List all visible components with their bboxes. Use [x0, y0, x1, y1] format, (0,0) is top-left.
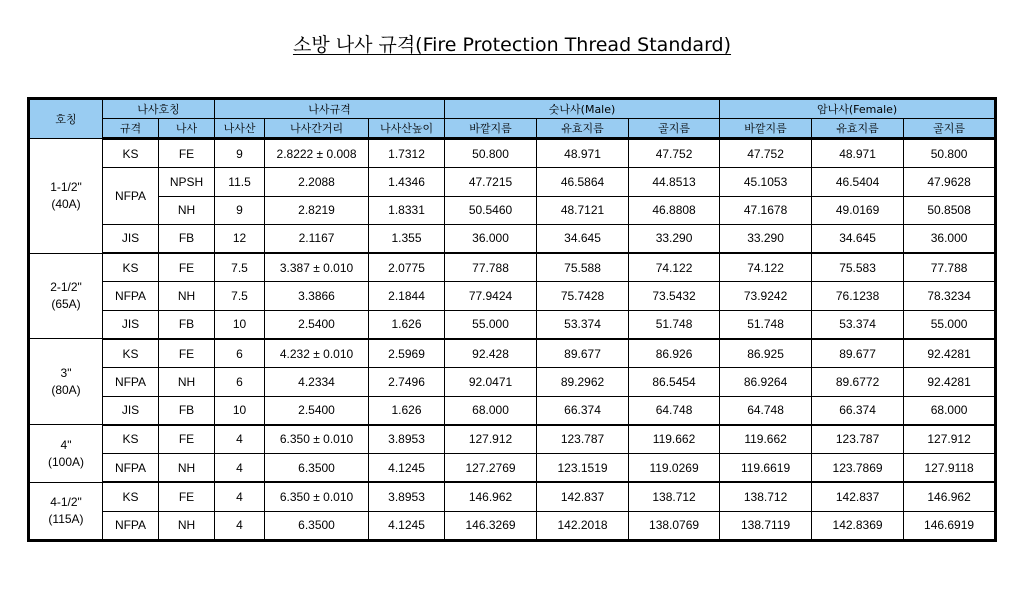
- standard-cell: KS: [103, 339, 159, 368]
- height-cell: 1.626: [369, 396, 445, 425]
- female-rd-cell: 50.800: [904, 139, 996, 168]
- thread-cell: NPSH: [159, 168, 215, 196]
- female-od-cell: 138.712: [720, 482, 812, 511]
- header-male-outer-diameter: 바깥지름: [445, 119, 537, 139]
- female-pd-cell: 142.8369: [812, 511, 904, 540]
- height-cell: 4.1245: [369, 454, 445, 483]
- table-row: [29, 511, 996, 540]
- male-rd-cell: 46.8808: [629, 196, 720, 224]
- tpi-cell: 4: [215, 454, 265, 483]
- standard-cell: JIS: [103, 224, 159, 253]
- tpi-cell: 6: [215, 339, 265, 368]
- thread-cell: NH: [159, 511, 215, 540]
- header-tpi: 나사산: [215, 119, 265, 139]
- page-title: 소방 나사 규격(Fire Protection Thread Standard): [292, 34, 732, 56]
- female-pd-cell: 123.787: [812, 425, 904, 454]
- male-od-cell: 55.000: [445, 310, 537, 339]
- header-male-root-diameter: 골지름: [629, 119, 720, 139]
- size-label: 4-1/2": [50, 494, 82, 509]
- tpi-cell: 4: [215, 425, 265, 454]
- male-rd-cell: 47.752: [629, 139, 720, 168]
- height-cell: 2.7496: [369, 368, 445, 396]
- male-rd-cell: 138.0769: [629, 511, 720, 540]
- tpi-cell: 6: [215, 368, 265, 396]
- size-cell: [29, 425, 103, 483]
- standard-cell: KS: [103, 425, 159, 454]
- male-od-cell: 77.788: [445, 253, 537, 282]
- male-od-cell: 68.000: [445, 396, 537, 425]
- male-pd-cell: 89.2962: [537, 368, 629, 396]
- thread-cell: FE: [159, 425, 215, 454]
- table-row: [29, 282, 996, 310]
- pitch-cell: 2.8219: [265, 196, 369, 224]
- female-od-cell: 51.748: [720, 310, 812, 339]
- male-pd-cell: 142.837: [537, 482, 629, 511]
- height-cell: 2.0775: [369, 253, 445, 282]
- female-od-cell: 45.1053: [720, 168, 812, 196]
- header-designation: 호칭: [29, 99, 103, 139]
- pitch-cell: 6.3500: [265, 511, 369, 540]
- height-cell: 1.7312: [369, 139, 445, 168]
- female-pd-cell: 49.0169: [812, 196, 904, 224]
- tpi-cell: 4: [215, 511, 265, 540]
- male-rd-cell: 51.748: [629, 310, 720, 339]
- thread-cell: FE: [159, 482, 215, 511]
- female-od-cell: 119.662: [720, 425, 812, 454]
- male-od-cell: 92.0471: [445, 368, 537, 396]
- female-rd-cell: 50.8508: [904, 196, 996, 224]
- header-pitch: 나사간거리: [265, 119, 369, 139]
- female-pd-cell: 53.374: [812, 310, 904, 339]
- pitch-cell: 3.387 ± 0.010: [265, 253, 369, 282]
- male-od-cell: 92.428: [445, 339, 537, 368]
- header-male-pitch-diameter: 유효지름: [537, 119, 629, 139]
- female-rd-cell: 36.000: [904, 224, 996, 253]
- standard-cell: NFPA: [103, 282, 159, 310]
- table-row: [29, 396, 996, 425]
- height-cell: 3.8953: [369, 482, 445, 511]
- pitch-cell: 6.3500: [265, 454, 369, 483]
- height-cell: 1.626: [369, 310, 445, 339]
- standard-cell: KS: [103, 482, 159, 511]
- female-od-cell: 138.7119: [720, 511, 812, 540]
- standard-cell: KS: [103, 139, 159, 168]
- standard-cell: NFPA: [103, 168, 159, 225]
- size-cell: [29, 339, 103, 425]
- male-pd-cell: 66.374: [537, 396, 629, 425]
- table-row: [29, 368, 996, 396]
- tpi-cell: 7.5: [215, 282, 265, 310]
- male-od-cell: 50.5460: [445, 196, 537, 224]
- size-cell: [29, 482, 103, 540]
- height-cell: 3.8953: [369, 425, 445, 454]
- female-pd-cell: 75.583: [812, 253, 904, 282]
- female-pd-cell: 76.1238: [812, 282, 904, 310]
- male-pd-cell: 89.677: [537, 339, 629, 368]
- tpi-cell: 9: [215, 196, 265, 224]
- female-rd-cell: 92.4281: [904, 339, 996, 368]
- female-od-cell: 33.290: [720, 224, 812, 253]
- size-mm-label: (65A): [51, 297, 81, 312]
- female-od-cell: 119.6619: [720, 454, 812, 483]
- male-pd-cell: 53.374: [537, 310, 629, 339]
- male-od-cell: 36.000: [445, 224, 537, 253]
- thread-cell: FB: [159, 396, 215, 425]
- standard-cell: KS: [103, 253, 159, 282]
- male-od-cell: 146.3269: [445, 511, 537, 540]
- female-rd-cell: 92.4281: [904, 368, 996, 396]
- male-od-cell: 50.800: [445, 139, 537, 168]
- table-row: [29, 196, 996, 224]
- thread-cell: FE: [159, 253, 215, 282]
- standard-cell: JIS: [103, 396, 159, 425]
- tpi-cell: 9: [215, 139, 265, 168]
- thread-cell: FE: [159, 339, 215, 368]
- male-rd-cell: 138.712: [629, 482, 720, 511]
- thread-cell: FE: [159, 139, 215, 168]
- header-female-outer-diameter: 바깥지름: [720, 119, 812, 139]
- tpi-cell: 10: [215, 310, 265, 339]
- header-female: 암나사(Female): [720, 99, 996, 119]
- female-pd-cell: 48.971: [812, 139, 904, 168]
- male-od-cell: 77.9424: [445, 282, 537, 310]
- standard-cell: NFPA: [103, 511, 159, 540]
- thread-cell: FB: [159, 310, 215, 339]
- male-od-cell: 47.7215: [445, 168, 537, 196]
- header-thread-designation: 나사호칭: [103, 99, 215, 119]
- male-rd-cell: 86.926: [629, 339, 720, 368]
- header-female-root-diameter: 골지름: [904, 119, 996, 139]
- pitch-cell: 4.232 ± 0.010: [265, 339, 369, 368]
- male-pd-cell: 46.5864: [537, 168, 629, 196]
- height-cell: 1.8331: [369, 196, 445, 224]
- pitch-cell: 2.2088: [265, 168, 369, 196]
- tpi-cell: 10: [215, 396, 265, 425]
- table-row: [29, 310, 996, 339]
- height-cell: 2.5969: [369, 339, 445, 368]
- pitch-cell: 2.5400: [265, 310, 369, 339]
- size-label: 4": [60, 437, 72, 452]
- female-pd-cell: 46.5404: [812, 168, 904, 196]
- female-rd-cell: 127.912: [904, 425, 996, 454]
- female-od-cell: 47.1678: [720, 196, 812, 224]
- header-thread-height: 나사산높이: [369, 119, 445, 139]
- tpi-cell: 4: [215, 482, 265, 511]
- male-rd-cell: 86.5454: [629, 368, 720, 396]
- pitch-cell: 4.2334: [265, 368, 369, 396]
- thread-standard-table: [27, 97, 997, 542]
- male-rd-cell: 119.662: [629, 425, 720, 454]
- height-cell: 1.4346: [369, 168, 445, 196]
- female-pd-cell: 34.645: [812, 224, 904, 253]
- female-rd-cell: 146.962: [904, 482, 996, 511]
- male-pd-cell: 123.1519: [537, 454, 629, 483]
- male-pd-cell: 142.2018: [537, 511, 629, 540]
- female-rd-cell: 127.9118: [904, 454, 996, 483]
- tpi-cell: 12: [215, 224, 265, 253]
- height-cell: 1.355: [369, 224, 445, 253]
- size-label: 2-1/2": [50, 280, 82, 295]
- pitch-cell: 6.350 ± 0.010: [265, 425, 369, 454]
- male-pd-cell: 75.588: [537, 253, 629, 282]
- standard-cell: NFPA: [103, 454, 159, 483]
- female-od-cell: 64.748: [720, 396, 812, 425]
- size-mm-label: (40A): [51, 196, 81, 211]
- female-rd-cell: 77.788: [904, 253, 996, 282]
- female-od-cell: 86.9264: [720, 368, 812, 396]
- thread-cell: NH: [159, 282, 215, 310]
- female-pd-cell: 89.6772: [812, 368, 904, 396]
- standard-cell: NFPA: [103, 368, 159, 396]
- header-standard: 규격: [103, 119, 159, 139]
- size-cell: [29, 253, 103, 339]
- table-row: [29, 425, 996, 454]
- pitch-cell: 3.3866: [265, 282, 369, 310]
- female-rd-cell: 68.000: [904, 396, 996, 425]
- male-od-cell: 127.912: [445, 425, 537, 454]
- female-rd-cell: 78.3234: [904, 282, 996, 310]
- male-pd-cell: 75.7428: [537, 282, 629, 310]
- male-rd-cell: 119.0269: [629, 454, 720, 483]
- pitch-cell: 2.5400: [265, 396, 369, 425]
- male-od-cell: 127.2769: [445, 454, 537, 483]
- male-pd-cell: 123.787: [537, 425, 629, 454]
- male-pd-cell: 48.7121: [537, 196, 629, 224]
- male-rd-cell: 64.748: [629, 396, 720, 425]
- male-rd-cell: 44.8513: [629, 168, 720, 196]
- table-row: [29, 168, 996, 196]
- male-rd-cell: 74.122: [629, 253, 720, 282]
- header-thread: 나사: [159, 119, 215, 139]
- female-od-cell: 86.925: [720, 339, 812, 368]
- table-row: [29, 253, 996, 282]
- table-row: [29, 139, 996, 168]
- female-rd-cell: 55.000: [904, 310, 996, 339]
- female-rd-cell: 146.6919: [904, 511, 996, 540]
- female-od-cell: 47.752: [720, 139, 812, 168]
- female-pd-cell: 142.837: [812, 482, 904, 511]
- female-pd-cell: 123.7869: [812, 454, 904, 483]
- size-label: 1-1/2": [50, 179, 82, 194]
- header-male: 숫나사(Male): [445, 99, 720, 119]
- female-od-cell: 74.122: [720, 253, 812, 282]
- thread-cell: FB: [159, 224, 215, 253]
- tpi-cell: 7.5: [215, 253, 265, 282]
- size-cell: [29, 139, 103, 254]
- size-mm-label: (115A): [48, 511, 84, 526]
- male-od-cell: 146.962: [445, 482, 537, 511]
- male-rd-cell: 73.5432: [629, 282, 720, 310]
- header-female-pitch-diameter: 유효지름: [812, 119, 904, 139]
- standard-cell: JIS: [103, 310, 159, 339]
- male-pd-cell: 48.971: [537, 139, 629, 168]
- pitch-cell: 2.1167: [265, 224, 369, 253]
- table-row: [29, 339, 996, 368]
- height-cell: 2.1844: [369, 282, 445, 310]
- table-row: [29, 454, 996, 483]
- male-pd-cell: 34.645: [537, 224, 629, 253]
- tpi-cell: 11.5: [215, 168, 265, 196]
- female-pd-cell: 66.374: [812, 396, 904, 425]
- size-mm-label: (100A): [47, 454, 85, 469]
- size-mm-label: (80A): [51, 382, 81, 397]
- female-rd-cell: 47.9628: [904, 168, 996, 196]
- pitch-cell: 6.350 ± 0.010: [265, 482, 369, 511]
- female-pd-cell: 89.677: [812, 339, 904, 368]
- size-label: 3": [60, 365, 72, 380]
- female-od-cell: 73.9242: [720, 282, 812, 310]
- thread-cell: NH: [159, 454, 215, 483]
- height-cell: 4.1245: [369, 511, 445, 540]
- pitch-cell: 2.8222 ± 0.008: [265, 139, 369, 168]
- table-row: [29, 482, 996, 511]
- thread-cell: NH: [159, 196, 215, 224]
- male-rd-cell: 33.290: [629, 224, 720, 253]
- thread-cell: NH: [159, 368, 215, 396]
- table-row: [29, 224, 996, 253]
- header-thread-spec: 나사규격: [215, 99, 445, 119]
